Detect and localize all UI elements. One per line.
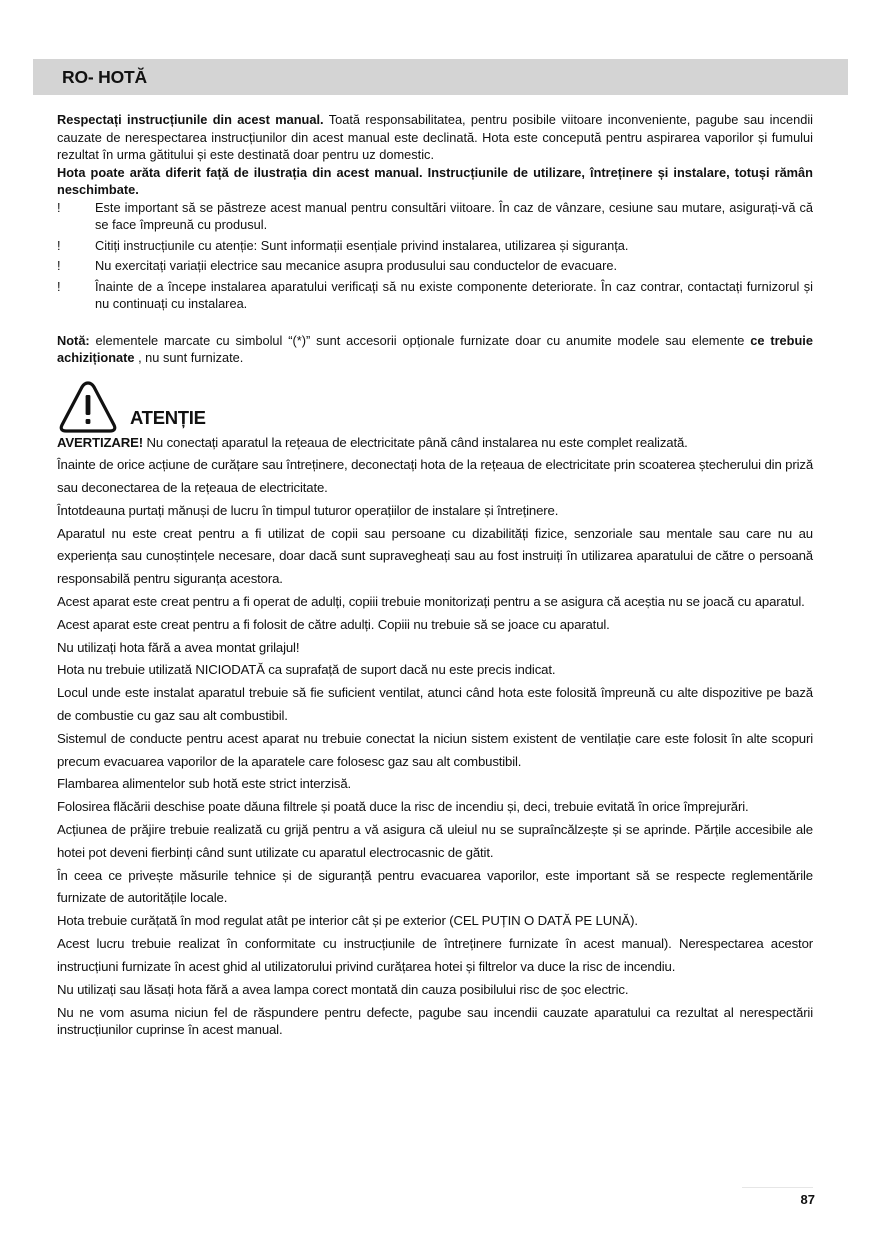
bullet-list — [57, 199, 813, 313]
warning-paragraph: În ceea ce privește măsurile tehnice și de siguranță pentru evacuarea vaporilor, este important să se respecte reglementările furnizate de autoritățile locale. — [57, 867, 813, 906]
note-text: elementele marcate cu simbolul “(*)” sunt accesorii opționale furnizate doar cu anumite modele sau elemente — [89, 332, 751, 348]
bullet-item — [57, 199, 813, 234]
warning-paragraph: Acțiunea de prăjire trebuie realizată cu grijă pentru a vă asigura că uleiul nu se supraîncălzește și se aprinde. Părțile accesibile ale hotei pot deveni fierbinți când sunt utilizate cu aparatul electrocasnic de gătit. — [57, 822, 813, 860]
page-content — [57, 111, 813, 1038]
bullet-mark: ! — [57, 258, 61, 273]
warning-paragraph: Nu utilizați sau lăsați hota fără a avea lampa corect montată din cauza posibilului risc de șoc electric. — [57, 981, 629, 997]
intro-bold-lead: Respectați instrucțiunile din acest manual. — [57, 112, 324, 127]
bullet-mark: ! — [57, 237, 61, 253]
intro-bold-paragraph: Hota poate arăta diferit față de ilustrația din acest manual. Instrucțiunile de utilizare, întreținere și instalare, totuși rămân neschimbate. — [57, 164, 813, 197]
footer-rule — [742, 1187, 813, 1188]
spacer — [57, 316, 813, 332]
note-label: Notă: — [57, 332, 90, 348]
bullet-item — [57, 278, 813, 313]
warning-paragraph: Sistemul de conducte pentru acest aparat nu trebuie conectat la niciun sistem existent de ventilație care este folosit în alte scopuri precum evacuarea vaporilor de la aparatele care folosesc gaz sau alt combustibil. — [57, 730, 813, 769]
bullet-mark: ! — [57, 278, 61, 294]
page-number: 87 — [800, 1192, 815, 1207]
warning-body — [57, 432, 813, 1039]
warning-lead-text: Nu conectați aparatul la rețeaua de electricitate până când instalarea nu este complet realizată. — [143, 434, 688, 450]
note-paragraph — [57, 332, 813, 367]
bullet-text: Nu exercitați variații electrice sau mecanice asupra produsului sau conductelor de evacuare. — [95, 258, 618, 273]
bullet-text: Este important să se păstreze acest manual pentru consultări viitoare. În caz de vânzare, cesiune sau mutare, asigurați-vă că se face împreună cu produsul. — [95, 199, 813, 232]
section-title: RO- HOTĂ — [62, 67, 147, 87]
warning-paragraph: Hota nu trebuie utilizată NICIODATĂ ca suprafață de suport dacă nu este precis indicat. — [57, 662, 556, 678]
section-header-bar — [33, 59, 848, 95]
warning-paragraph: Întotdeauna purtați mănuși de lucru în timpul tuturor operațiilor de instalare și întreținere. — [57, 502, 559, 518]
bullet-item — [57, 257, 813, 275]
bullet-item — [57, 237, 813, 255]
intro-paragraph — [57, 111, 813, 164]
bullet-text: Înainte de a începe instalarea aparatului verificați să nu existe componente deteriorate. În caz contrar, contactați furnizorul și nu continuați cu instalarea. — [95, 278, 813, 311]
warning-lead-label: AVERTIZARE! — [57, 434, 144, 450]
warning-paragraph: Folosirea flăcării deschise poate dăuna filtrele și poată duce la risc de incendiu și, deci, trebuie evitată în orice împrejurări. — [57, 799, 749, 815]
warning-triangle-icon — [59, 381, 117, 433]
note-text-end: , nu sunt furnizate. — [134, 350, 244, 365]
note-bold-text: ce trebuie achiziționate — [57, 332, 813, 365]
warning-paragraph: Acest aparat este creat pentru a fi operat de adulți, copiii trebuie monitorizați pentru a se asigura că aceștia nu se joacă cu aparatul. — [57, 594, 805, 610]
warning-paragraph: Nu utilizați hota fără a avea montat grilajul! — [57, 639, 300, 655]
bullet-mark: ! — [57, 199, 61, 215]
warning-header — [57, 381, 813, 437]
warning-paragraph: Acest aparat este creat pentru a fi folosit de către adulți. Copiii nu trebuie să se joace cu aparatul. — [57, 616, 610, 632]
warning-paragraph: Acest lucru trebuie realizat în conformitate cu instrucțiunile de întreținere furnizate în acest manual). Nerespectarea acestor instrucțiuni furnizate în acest ghid al utilizatorului privind curățarea hotei și filtrelor va duce la risc de incendiu. — [57, 936, 813, 974]
warning-paragraph: Hota trebuie curățată în mod regulat atât pe interior cât și pe exterior (CEL PUȚIN O DATĂ PE LUNĂ). — [57, 913, 638, 929]
warning-title: ATENȚIE — [130, 406, 206, 428]
warning-paragraph: Nu ne vom asuma niciun fel de răspundere pentru defecte, pagube sau incendii cauzate aparatului ca rezultat al nerespectării instrucțiunilor cuprinse în acest manual. — [57, 1005, 813, 1038]
warning-paragraph: Aparatul nu este creat pentru a fi utilizat de copii sau persoane cu dizabilități fizice, senzoriale sau mentale sau care nu au experiența sau cunoștințele necesare, doar dacă sunt supravegheați sau au fost instruiți în utilizarea aparatului de către o persoană responsabilă pentru siguranța acestora. — [57, 525, 813, 587]
warning-paragraph: Locul unde este instalat aparatul trebuie să fie suficient ventilat, atunci când hota este folosită împreună cu alte dispozitive pe bază de combustie cu gaz sau alt combustibil. — [57, 685, 813, 724]
warning-paragraph: Înainte de orice acțiune de curățare sau întreținere, deconectați hota de la rețeaua de electricitate prin scoaterea ștecherului din priză sau deconectarea de la rețeaua de electricitate. — [57, 457, 813, 496]
warning-paragraph: Flambarea alimentelor sub hotă este strict interzisă. — [57, 776, 352, 792]
intro-text: Toată responsabilitatea, pentru posibile viitoare inconveniente, pagube sau incendii cauzate de nerespectarea instrucțiunilor din acest manual este declinată. Hota este concepută pentru aspirarea vaporilor și fumului rezultat în urma gătitului și este destinată doar pentru uz domestic. — [57, 112, 814, 162]
bullet-text: Citiți instrucțiunile cu atenție: Sunt informații esențiale privind instalarea, utilizarea și siguranța. — [95, 237, 629, 253]
